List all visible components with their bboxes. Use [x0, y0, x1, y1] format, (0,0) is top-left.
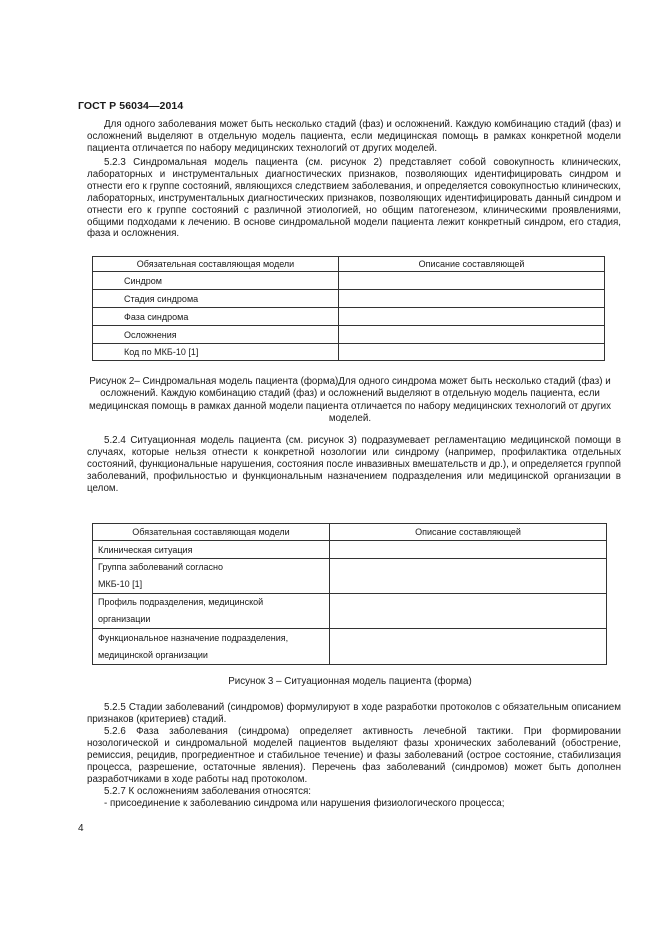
- document-header: ГОСТ Р 56034—2014: [78, 100, 184, 112]
- paragraph-5-2-3: 5.2.3 Синдромальная модель пациента (см. рисунок 2) представляет собой совокупность клинических, лабораторных и инструментальных диагностических признаков, позволяющих идентифицировать синдром и отнести его к группе состояний, являющихся следствием заболевания, и определяется совокупностью клинических, лабораторных, инструментальных диагностических признаков, позволяющих идентифицировать данный синдром и отнести его к группе состояний с различной этиологией, но общим патогенезом, клиническими проявлениями, общими подходами к лечению. В основе синдромальной модели пациента лежит конкретный синдром, его стадия, фаза и осложнения.: [87, 157, 621, 240]
- table-header-row: [93, 524, 607, 541]
- table-row: [93, 541, 607, 559]
- figure-2-table: [92, 256, 605, 361]
- row-label-line: Функциональное назначение подразделения,: [98, 632, 289, 643]
- paragraph-5-2-5: 5.2.5 Стадии заболеваний (синдромов) формулируют в ходе разработки протоколов с обязательным описанием признаков (критериев) стадий.: [87, 702, 621, 725]
- paragraph-5-2-6: 5.2.6 Фаза заболевания (синдрома) определяет активность лечебной тактики. При формировании нозологической и синдромальной моделей пациентов выделяют фазы хронических заболеваний (обострение, ремиссия, рецидив, прогредиентное и стабильное течение) и фазы заболеваний (острое состояние, стабилизация процесса, разрешение, остаточные явления). Перечень фаз заболеваний (синдромов) может быть дополнен разработчиками в ходе работы над протоколом.: [87, 726, 621, 785]
- description-cell: [339, 308, 605, 326]
- row-label: Фаза синдрома: [93, 308, 339, 326]
- row-label-line: Профиль подразделения, медицинской: [98, 597, 264, 607]
- column-header: Описание составляющей: [330, 524, 607, 541]
- table-row: [93, 594, 607, 629]
- table-row: [93, 326, 605, 344]
- description-cell: [330, 594, 607, 629]
- table-row: [93, 559, 607, 594]
- column-header: Обязательная составляющая модели: [93, 257, 339, 272]
- row-label-line: медицинской организации: [98, 649, 208, 660]
- figure-3-table: [92, 523, 607, 665]
- row-label: [93, 594, 330, 629]
- table-header-row: [93, 257, 605, 272]
- paragraph-intro: Для одного заболевания может быть несколько стадий (фаз) и осложнений. Каждую комбинацию стадий (фаз) и осложнений выделяют в отдельную модель пациента, если медицинская помощь в рамках конкретной модели пациента отличается по набору медицинских технологий от других моделей.: [87, 119, 621, 154]
- table-row: [93, 308, 605, 326]
- row-label: Стадия синдрома: [93, 290, 339, 308]
- paragraph-5-2-7: 5.2.7 К осложнениям заболевания относятся:: [104, 786, 311, 797]
- table-row: [93, 272, 605, 290]
- row-label: Синдром: [93, 272, 339, 290]
- figure-3-caption: Рисунок 3 – Ситуационная модель пациента (форма): [228, 676, 472, 687]
- table-row: [93, 629, 607, 665]
- row-label-line: Клиническая ситуация: [98, 544, 193, 555]
- description-cell: [330, 541, 607, 559]
- figure-2-caption: Рисунок 2– Синдромальная модель пациента (форма)Для одного синдрома может быть несколько стадий (фаз) и осложнений. Каждую комбинацию стадий (фаз) и осложнений выделяют в отдельную модель пациента, если медицинская помощь в рамках данной модели пациента отличается по набору медицинских технологий от других моделей.: [88, 376, 612, 424]
- column-header: Описание составляющей: [339, 257, 605, 272]
- row-label: [93, 541, 330, 559]
- row-label: [93, 559, 330, 594]
- list-item: - присоединение к заболеванию синдрома или нарушения физиологического процесса;: [104, 798, 505, 809]
- row-label: Код по МКБ-10 [1]: [93, 344, 339, 361]
- column-header: Обязательная составляющая модели: [93, 524, 330, 541]
- row-label-line: организации: [98, 614, 151, 624]
- table-row: [93, 344, 605, 361]
- paragraph-5-2-4: 5.2.4 Ситуационная модель пациента (см. рисунок 3) подразумевает регламентацию медицинской помощи в случаях, которые нельзя отнести к конкретной нозологии или синдрому (например, профилактика отдельных состояний, функциональные нарушения, состояния после инвазивных вмешательств и др.), и определяется группой заболеваний, профильностью и функциональным назначением подразделения или медицинской организации в целом.: [87, 435, 621, 494]
- row-label: Осложнения: [93, 326, 339, 344]
- row-label-line: МКБ-10 [1]: [98, 579, 143, 589]
- row-label: [93, 629, 330, 665]
- description-cell: [339, 344, 605, 361]
- description-cell: [330, 559, 607, 594]
- description-cell: [339, 326, 605, 344]
- description-cell: [339, 290, 605, 308]
- row-label-line: Группа заболеваний согласно: [98, 562, 224, 572]
- page-number: 4: [78, 823, 84, 834]
- table-row: [93, 290, 605, 308]
- description-cell: [339, 272, 605, 290]
- description-cell: [330, 629, 607, 665]
